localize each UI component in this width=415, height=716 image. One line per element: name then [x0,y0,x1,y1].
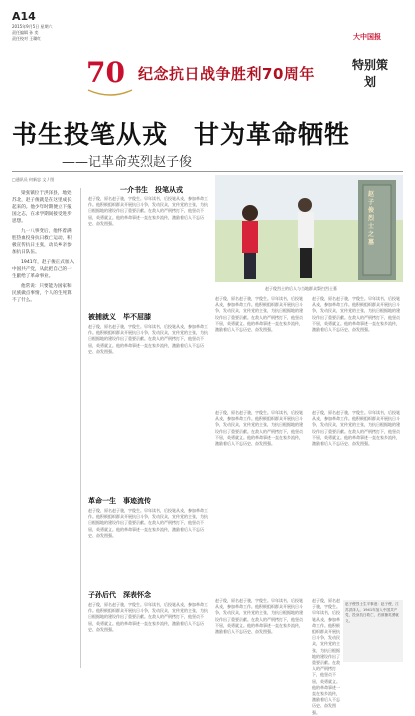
body-column: 赵子俊，原名赵子骏，字俊生。早年读书，后投笔从戎，参加革命工作。他积极组织群众开展抗日斗争，发动民众，宣传党的主张，为抗日根据地的建设作出了重要贡献。在敌人的严刑拷打下，他坚贞不屈，英勇就义。他的革命事迹一直在家乡流传，激励着后人不忘历史、奋发图强。 [215,598,303,635]
section-title: 革命一生 事迹流传 [88,497,151,505]
page-meta [12,24,53,42]
body-column: 赵子俊，原名赵子骏，字俊生。早年读书，后投笔从戎，参加革命工作。他积极组织群众开展抗日斗争，发动民众，宣传党的主张，为抗日根据地的建设作出了重要贡献。在敌人的严刑拷打下，他坚贞不屈，英勇就义。他的革命事迹一直在家乡流传，激励着后人不忘历史、奋发图强。 [215,296,303,333]
section-title: 被捕就义 毕不屈膝 [88,313,151,321]
logo-number: 70 [86,56,125,89]
meta-line: 2015年9月5日 星期六 [12,24,53,29]
section-title: 一介书生 投笔从戎 [120,186,183,194]
section-title: 子孙后代 深表怀念 [88,591,151,599]
anniversary-logo [86,58,134,98]
byline: □通讯员 何新忠 文 / 图 [12,177,55,182]
paragraph: 1941年，赵子俊正式加入中国共产党，从此把自己的一生献给了革命事业。 [12,260,75,279]
paragraph: 九一八事变后，他怀着满腔热血投身抗日救亡运动，积极宣传抗日主张，动员乡亲参加抗日队伍。 [12,229,72,255]
body-column: 赵子俊，原名赵子骏，字俊生。早年读书，后投笔从戎，参加革命工作。他积极组织群众开展抗日斗争，发动民众，宣传党的主张，为抗日根据地的建设作出了重要贡献。在敌人的严刑拷打下，他坚贞不屈，英勇就义。他的革命事迹一直在家乡流传，激励着后人不忘历史、奋发图强。 [215,410,303,447]
body-column: 赵子俊，原名赵子骏，字俊生。早年读书，后投笔从戎，参加革命工作。他积极组织群众开展抗日斗争，发动民众，宣传党的主张，为抗日根据地的建设作出了重要贡献。在敌人的严刑拷打下，他坚贞不屈，英勇就义。他的革命事迹一直在家乡流传，激励着后人不忘历史、奋发图强。 [312,296,400,333]
divider [12,171,403,172]
left-column [12,190,76,307]
paragraph: 他常说：只要能为国家和民族做点事情，个人的生死算不了什么。 [12,284,72,303]
brand-name: 大中国报 [353,33,381,41]
monument-inscription: 赵子俊烈士之墓 [368,191,375,246]
page-number: A14 [12,10,36,23]
body-column: 赵子俊，原名赵子骏，字俊生。早年读书，后投笔从戎，参加革命工作。他积极组织群众开展抗日斗争，发动民众，宣传党的主张，为抗日根据地的建设作出了重要贡献。在敌人的严刑拷打下，他坚贞不屈，英勇就义。他的革命事迹一直在家乡流传，激励着后人不忘历史、奋发图强。 [88,324,208,354]
headline: 书生投笔从戎 甘为革命牺牲 [12,120,351,149]
laurel-icon [86,88,134,98]
body-column: 赵子俊，原名赵子骏，字俊生。早年读书，后投笔从戎，参加革命工作。他积极组织群众开展抗日斗争，发动民众，宣传党的主张，为抗日根据地的建设作出了重要贡献。在敌人的严刑拷打下，他坚贞不屈，英勇就义。他的革命事迹一直在家乡流传，激励着后人不忘历史、奋发图强。 [312,598,340,715]
body-column: 赵子俊，原名赵子骏，字俊生。早年读书，后投笔从戎，参加革命工作。他积极组织群众开展抗日斗争，发动民众，宣传党的主张，为抗日根据地的建设作出了重要贡献。在敌人的严刑拷打下，他坚贞不屈，英勇就义。他的革命事迹一直在家乡流传，激励着后人不忘历史、奋发图强。 [88,602,208,632]
subheadline: ——记革命英烈赵子俊 [62,155,193,170]
body-column: 赵子俊，原名赵子骏，字俊生。早年读书，后投笔从戎，参加革命工作。他积极组织群众开展抗日斗争，发动民众，宣传党的主张，为抗日根据地的建设作出了重要贡献。在敌人的严刑拷打下，他坚贞不屈，英勇就义。他的革命事迹一直在家乡流传，激励着后人不忘历史、奋发图强。 [312,410,400,447]
sidebar-box: 赵子俊烈士生平事迹：赵子俊，江苏洪泽人。1941年加入中国共产党，投身抗日救亡，后被捕英勇就义。 [343,600,403,662]
paragraph: 梁张镇位于洪泽县，地处苏北，赵子俊就是在这里成长起来的。他少年时期便立下报国之志，在求学期间接受进步思想。 [12,191,72,224]
photo-caption: 赵子俊烈士的后人与当地群众祭扫烈士墓 [265,286,337,291]
column-divider [80,188,81,668]
photo [215,175,403,282]
meta-line: 责任校对 王璐红 [12,36,42,41]
banner-title: 纪念抗日战争胜利70周年 [138,65,315,83]
body-column: 赵子俊，原名赵子骏，字俊生。早年读书，后投笔从戎，参加革命工作。他积极组织群众开展抗日斗争，发动民众，宣传党的主张，为抗日根据地的建设作出了重要贡献。在敌人的严刑拷打下，他坚贞不屈，英勇就义。他的革命事迹一直在家乡流传，激励着后人不忘历史、奋发图强。 [88,508,208,538]
special-label: 特别策划 [352,58,389,89]
body-column: 赵子俊，原名赵子骏，字俊生。早年读书，后投笔从戎，参加革命工作。他积极组织群众开展抗日斗争，发动民众，宣传党的主张，为抗日根据地的建设作出了重要贡献。在敌人的严刑拷打下，他坚贞不屈，英勇就义。他的革命事迹一直在家乡流传，激励着后人不忘历史、奋发图强。 [88,196,208,226]
meta-line: 责任编辑 孙 奕 [12,30,39,35]
